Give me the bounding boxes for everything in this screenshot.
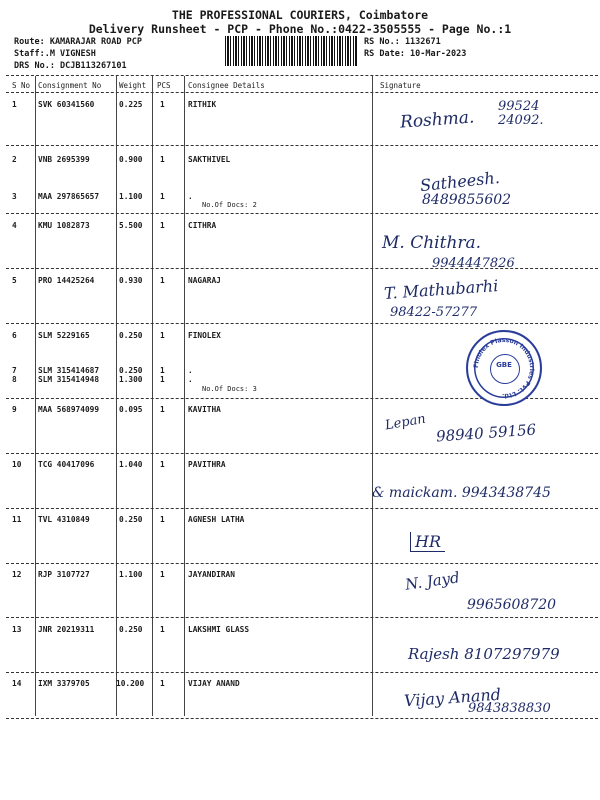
row-weight: 0.250	[119, 515, 143, 524]
row-pcs: 1	[160, 460, 165, 469]
signature-phone: 9944447826	[432, 256, 515, 271]
row-consignee: NAGARAJ	[188, 276, 221, 285]
row-pcs: 1	[160, 155, 165, 164]
row-weight: 0.250	[119, 625, 143, 634]
row-consignment: RJP 3107727	[38, 570, 90, 579]
signature: Roshma.	[399, 107, 475, 133]
row-consignee: .	[188, 375, 193, 384]
row-divider	[6, 718, 598, 719]
row-consignment: IXM 3379705	[38, 679, 90, 688]
signature: N. Jayd	[404, 568, 461, 594]
row-sno: 5	[12, 276, 17, 285]
row-sno: 3	[12, 192, 17, 201]
col-consignment: Consignment No	[38, 81, 102, 90]
signature-phone: 9965608720	[467, 597, 557, 613]
row-pcs: 1	[160, 625, 165, 634]
row-sno: 1	[12, 100, 17, 109]
row-pcs: 1	[160, 192, 165, 201]
signature-phone: 9843838830	[468, 701, 551, 716]
row-consignee: JAYANDIRAN	[188, 570, 235, 579]
signature-phone: 98422-57277	[390, 305, 478, 320]
row-sno: 13	[12, 625, 22, 634]
row-weight: 0.225	[119, 100, 143, 109]
row-sno: 4	[12, 221, 17, 230]
row-divider	[6, 323, 598, 324]
row-consignee: RITHIK	[188, 100, 217, 109]
divider	[6, 75, 598, 76]
row-consignee: FINOLEX	[188, 331, 221, 340]
row-sno: 2	[12, 155, 17, 164]
signature: HR	[410, 532, 445, 552]
row-weight: 1.100	[119, 192, 143, 201]
row-pcs: 1	[160, 221, 165, 230]
runsheet-title: Delivery Runsheet - PCP - Phone No.:0422-3505555 - Page No.:1	[88, 22, 512, 36]
row-divider	[6, 672, 598, 673]
row-weight: 0.930	[119, 276, 143, 285]
row-consignment: MAA 297865657	[38, 192, 100, 201]
col-weight: Weight	[119, 81, 147, 90]
row-pcs: 1	[160, 679, 165, 688]
row-consignee: PAVITHRA	[188, 460, 226, 469]
column-line	[372, 76, 373, 716]
stamp-center	[490, 354, 520, 384]
row-divider	[6, 563, 598, 564]
row-divider	[6, 453, 598, 454]
drs-number: DRS No.: DCJB113267101	[14, 61, 127, 71]
signature: Lepan	[384, 411, 427, 434]
row-consignment: SVK 60341560	[38, 100, 95, 109]
signature-phone: 8489855602	[422, 192, 512, 208]
row-weight: 5.500	[119, 221, 143, 230]
row-consignee: SAKTHIVEL	[188, 155, 231, 164]
row-consignment: KMU 1082873	[38, 221, 90, 230]
signature-phone: 99524 24092.	[498, 99, 544, 128]
column-line	[116, 76, 117, 716]
route-label: Route: KAMARAJAR ROAD PCP	[14, 37, 142, 47]
row-consignment: SLM 315414948	[38, 375, 100, 384]
signature: Satheesh.	[419, 167, 501, 196]
row-consignment: TVL 4310849	[38, 515, 90, 524]
col-consignee: Consignee Details	[188, 81, 265, 90]
signature-phone: 98940 59156	[435, 420, 537, 446]
row-sno: 8	[12, 375, 17, 384]
row-consignee: VIJAY ANAND	[188, 679, 240, 688]
stamp-center-text: GBE	[496, 361, 512, 369]
rs-date: RS Date: 10-Mar-2023	[364, 49, 467, 59]
col-sno: S No	[12, 81, 31, 90]
row-consignment: SLM 315414687	[38, 366, 100, 375]
row-sno: 7	[12, 366, 17, 375]
row-consignment: JNR 20219311	[38, 625, 95, 634]
row-consignment: VNB 2695399	[38, 155, 90, 164]
company-stamp	[466, 330, 542, 406]
row-pcs: 1	[160, 331, 165, 340]
barcode	[225, 36, 357, 66]
row-consignee: .	[188, 366, 193, 375]
svg-text:Finolex Plasson Industries Pvt: Finolex Plasson Industries Pvt. Ltd.	[472, 336, 536, 400]
row-pcs: 1	[160, 375, 165, 384]
row-consignee: CITHRA	[188, 221, 217, 230]
row-weight: 1.100	[119, 570, 143, 579]
row-consignee: AGNESH LATHA	[188, 515, 245, 524]
row-pcs: 1	[160, 276, 165, 285]
docs-note: No.Of Docs: 2	[202, 201, 257, 209]
row-weight: 0.095	[119, 405, 143, 414]
row-divider	[6, 213, 598, 214]
row-weight: 0.900	[119, 155, 143, 164]
signature: M. Chithra.	[382, 233, 482, 253]
signature: & maickam. 9943438745	[372, 485, 551, 501]
row-sno: 9	[12, 405, 17, 414]
col-signature: Signature	[380, 81, 421, 90]
row-consignee: LAKSHMI GLASS	[188, 625, 250, 634]
column-line	[35, 76, 36, 716]
signature: Vijay Anand	[403, 684, 502, 711]
row-weight: 1.300	[119, 375, 143, 384]
row-divider	[6, 508, 598, 509]
company-title: THE PROFESSIONAL COURIERS, Coimbatore	[171, 8, 429, 22]
row-weight: 0.250	[119, 331, 143, 340]
row-pcs: 1	[160, 570, 165, 579]
staff-label: Staff:.M VIGNESH	[14, 49, 96, 59]
column-line	[152, 76, 153, 716]
row-weight: 10.200	[116, 679, 145, 688]
signature: T. Mathubarhi	[383, 276, 499, 303]
row-divider	[6, 145, 598, 146]
row-consignee: .	[188, 192, 193, 201]
row-sno: 12	[12, 570, 22, 579]
row-consignment: SLM 5229165	[38, 331, 90, 340]
row-sno: 6	[12, 331, 17, 340]
row-weight: 0.250	[119, 366, 143, 375]
column-line	[184, 76, 185, 716]
row-consignment: PRO 14425264	[38, 276, 95, 285]
row-sno: 11	[12, 515, 22, 524]
row-consignment: MAA 568974099	[38, 405, 100, 414]
row-divider	[6, 617, 598, 618]
col-pcs: PCS	[157, 81, 171, 90]
row-pcs: 1	[160, 405, 165, 414]
rs-number: RS No.: 1132671	[364, 37, 441, 47]
row-pcs: 1	[160, 366, 165, 375]
signature: Rajesh 8107297979	[408, 645, 560, 663]
row-sno: 10	[12, 460, 22, 469]
row-consignee: KAVITHA	[188, 405, 221, 414]
divider	[6, 92, 598, 93]
row-pcs: 1	[160, 515, 165, 524]
docs-note: No.Of Docs: 3	[202, 385, 257, 393]
row-consignment: TCG 40417096	[38, 460, 95, 469]
row-pcs: 1	[160, 100, 165, 109]
row-sno: 14	[12, 679, 22, 688]
row-weight: 1.040	[119, 460, 143, 469]
